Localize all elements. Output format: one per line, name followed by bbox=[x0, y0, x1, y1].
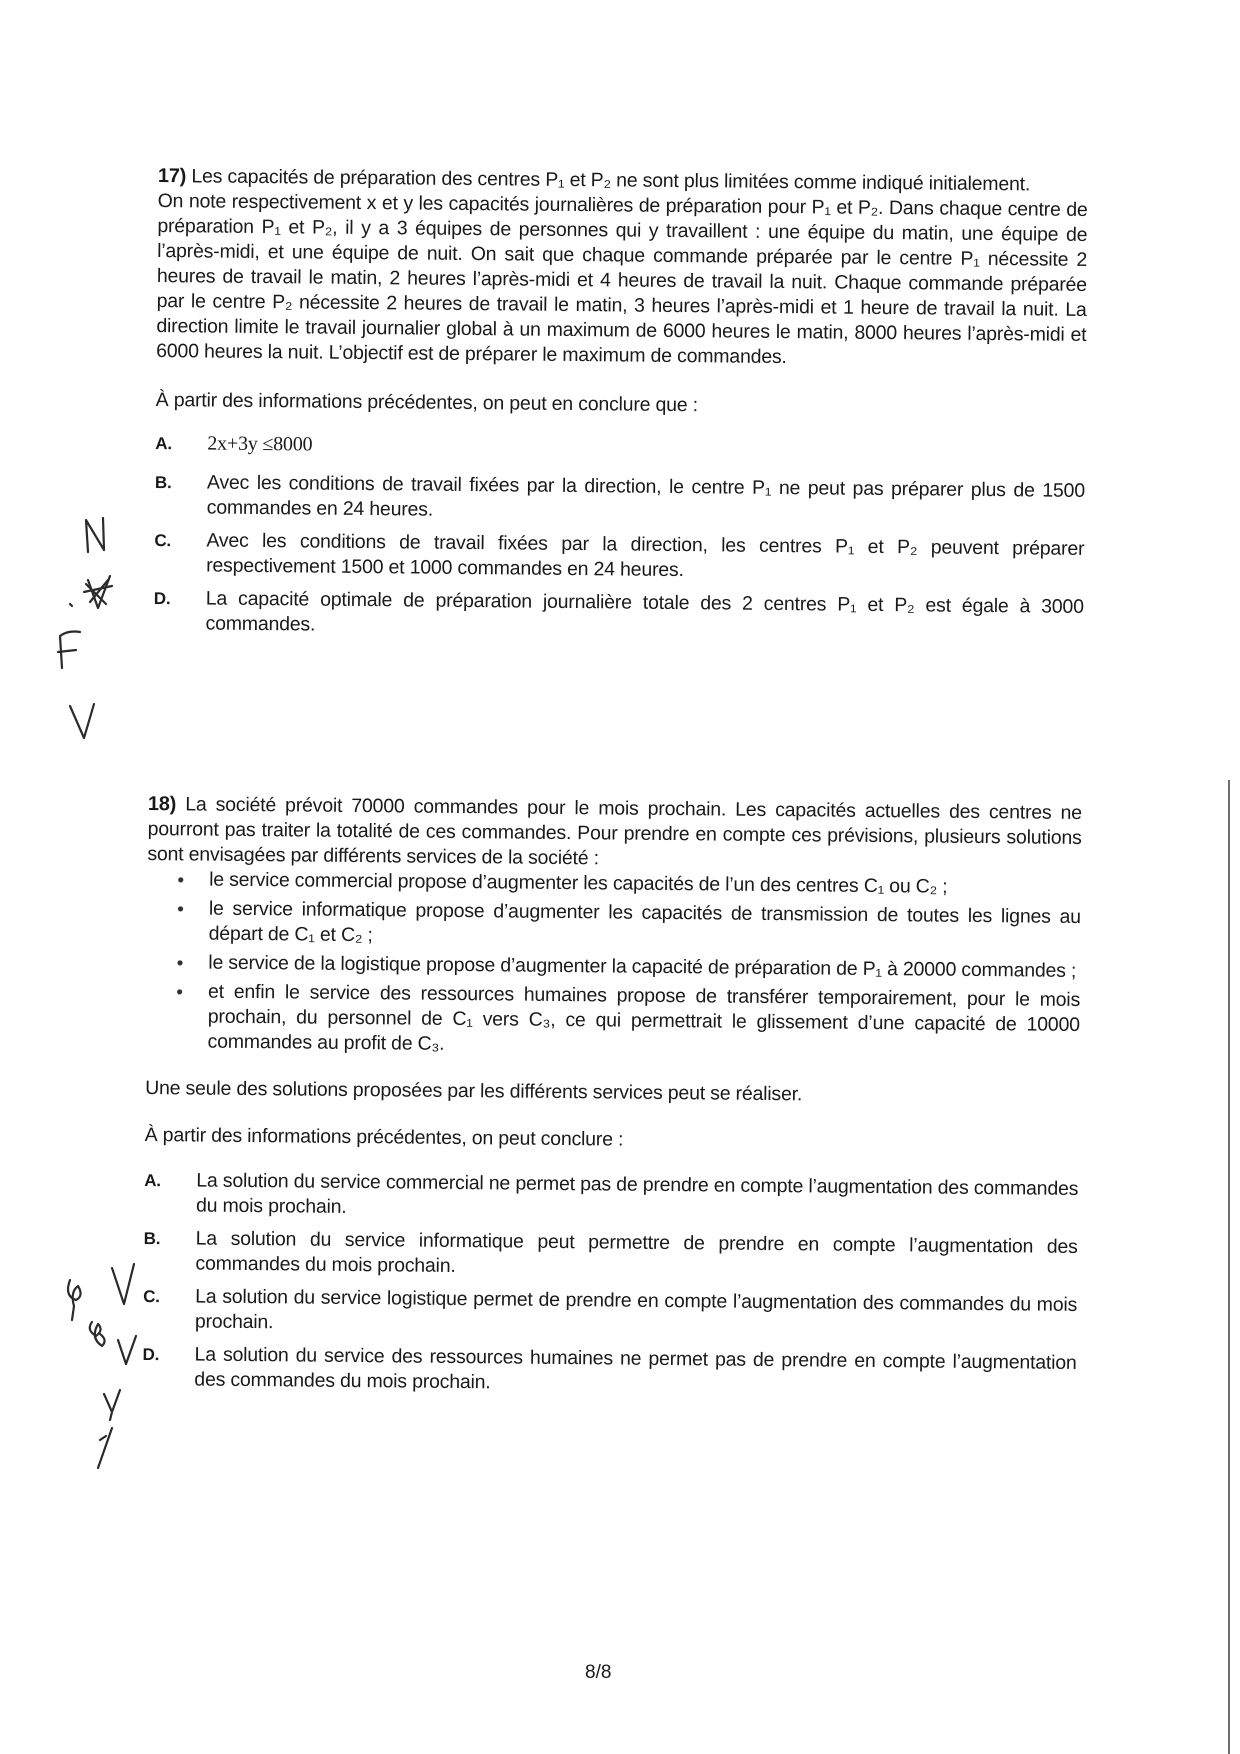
bullet-icon: ● bbox=[177, 872, 185, 887]
question-17-intro-text: Les capacités de préparation des centres P₁ et P₂ ne sont plus limitées comme indiqué initialement. bbox=[191, 165, 1031, 196]
option-text: La solution du service informatique peut permettre de prendre en compte l’augmentation des commandes du mois prochain. bbox=[195, 1227, 1078, 1277]
bullet-text: le service informatique propose d’augmenter les capacités de transmission de toutes les lignes au départ de C₁ et C₂ ; bbox=[208, 897, 1081, 947]
option-letter: C. bbox=[143, 1286, 160, 1307]
bullet-icon: ● bbox=[176, 955, 184, 970]
option-letter: D. bbox=[142, 1344, 160, 1365]
option-letter: D. bbox=[153, 588, 171, 609]
handwritten-scribble-v-mark bbox=[68, 1264, 134, 1320]
question-18-number: 18) bbox=[147, 792, 177, 816]
page-number: 8/8 bbox=[585, 1662, 612, 1683]
option-text: La solution du service logistique permet de prendre en compte l’augmentation des commandes du mois prochain. bbox=[194, 1285, 1078, 1334]
question-18-intro-text: La société prévoit 70000 commandes pour le mois prochain. Les capacités actuelles des centres ne pourront pas traiter la totalité de ces commandes. Pour prendre en compte ces prévisions, plusieurs solutions sont envisagées par différents services de la société : bbox=[147, 793, 1082, 870]
option-text: La solution du service des ressources humaines ne permet pas de prendre en compte l’augmentation des commandes du mois prochain. bbox=[194, 1343, 1077, 1394]
question-18-lead: À partir des informations précédentes, on peut conclure : bbox=[144, 1123, 624, 1151]
option-letter: A. bbox=[144, 1170, 161, 1191]
question-17-lead: À partir des informations précédentes, on peut en conclure que : bbox=[155, 388, 699, 417]
option-letter: B. bbox=[143, 1228, 161, 1249]
option-text: La capacité optimale de préparation journalière totale des 2 centres P₁ et P₂ est égale à 3000 commandes. bbox=[205, 587, 1084, 636]
question-18-constraint: Une seule des solutions proposées par les différents services peut se réaliser. bbox=[145, 1076, 803, 1106]
bullet-icon: ● bbox=[176, 984, 184, 999]
handwritten-v-mark bbox=[70, 704, 94, 738]
question-17-body: On note respectivement x et y les capacités journalières de préparation pour P₁ et P₂. Dans chaque centre de préparation P₁ et P₂, il y a 3 équipes de personnes qui y travaillent : une équipe du matin, une équipe de l’après-midi, et une équipe de nuit. On sait que chaque commande préparée par le centre P₁ nécessite 2 heures de travail le matin, 2 heures l’après-midi et 4 heures de travail la nuit. Chaque commande préparée par le centre P₂ nécessite 2 heures de travail le matin, 3 heures l’après-midi et 1 heure de travail la nuit. La direction limite le travail journalier global à un maximum de 6000 heures le matin, 8000 heures l’après-midi et 6000 heures la nuit. L’objectif est de préparer le maximum de commandes. bbox=[156, 189, 1088, 369]
option-text: Avec les conditions de travail fixées par la direction, le centre P₁ ne peut pas préparer plus de 1500 commandes en 24 heures. bbox=[206, 471, 1086, 521]
handwritten-scribble-v-mark bbox=[90, 1322, 136, 1364]
option-letter: A. bbox=[155, 433, 173, 454]
handwritten-f-mark bbox=[58, 632, 80, 669]
handwritten-crossed-v-mark bbox=[70, 576, 112, 608]
option-text: La solution du service commercial ne permet pas de prendre en compte l’augmentation des commandes du mois prochain. bbox=[195, 1169, 1079, 1218]
handwritten-v-mark bbox=[104, 1390, 120, 1420]
bullet-text: le service commercial propose d’augmenter les capacités de l’un des centres C₁ ou C₂ ; bbox=[209, 868, 948, 898]
bullet-icon: ● bbox=[176, 901, 185, 916]
option-text: Avec les conditions de travail fixées par la direction, les centres P₁ et P₂ peuvent préparer respectivement 1500 et 1000 commandes en 24 heures. bbox=[206, 529, 1085, 582]
question-17-number: 17) bbox=[157, 164, 187, 188]
option-letter: C. bbox=[154, 530, 172, 551]
option-letter: B. bbox=[154, 472, 172, 493]
handwritten-n-mark bbox=[86, 518, 104, 552]
bullet-text: le service de la logistique propose d’augmenter la capacité de préparation de P₁ à 20000 commandes ; bbox=[208, 951, 1077, 982]
option-text: 2x+3y ≤8000 bbox=[207, 432, 313, 456]
handwritten-slash-mark bbox=[98, 1428, 112, 1468]
bullet-text: et enfin le service des ressources humaines propose de transférer temporairement, pour le mois prochain, du personnel de C₁ vers C₃, ce qui permettrait le glissement d’une capacité de 10000 commandes au profit de C₃. bbox=[207, 980, 1081, 1055]
